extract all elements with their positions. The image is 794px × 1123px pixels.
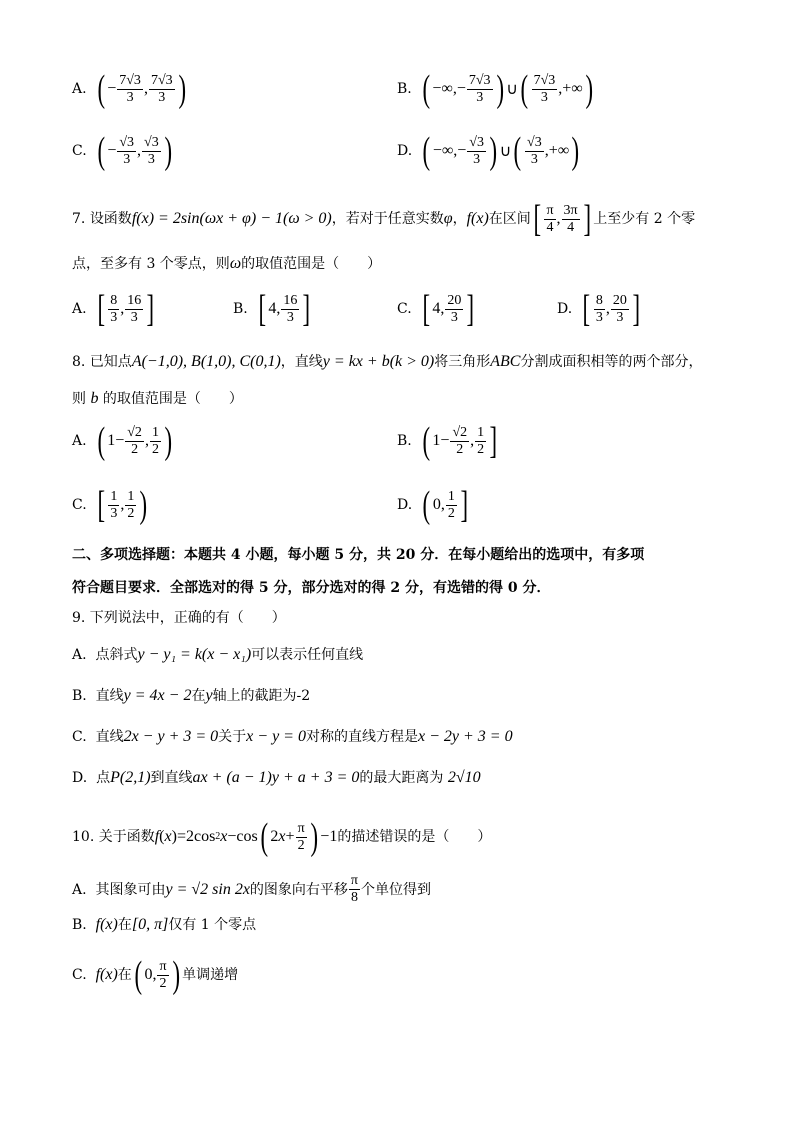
- q8-option-a: A. ( 1− $\frac{√2}{2}$ , $\frac{1}{2}$ ): [72, 420, 173, 462]
- q6-option-d-expr: ( −∞,− $\frac{√3}{3}$ ) ∪ ( $\frac{√3}{3}$ ,+∞ ): [422, 130, 580, 172]
- q9-option-c: C. 直线2x − y + 3 = 0关于x − y = 0对称的直线方程是x − 2y + 3 = 0: [72, 728, 513, 745]
- q6-option-a: A. ( − $\frac{7√3}{3}$ , $\frac{7√3}{3}$ ): [72, 70, 188, 108]
- q6-option-d: D. ( −∞,− $\frac{√3}{3}$ ) ∪ ( $\frac{√3}{3}$ ,+∞ ): [397, 132, 582, 170]
- q8-option-d: D. ( 0, $\frac{1}{2}$ ]: [397, 484, 468, 526]
- q8-option-b: B. ( 1− $\frac{√2}{2}$ , $\frac{1}{2}$ ]: [397, 420, 498, 462]
- q10-stem: 10. 关于函数 f ( x )=2cos 2 x −cos ( 2 x + $\frac{\pi}{2}$ ) −1 的描述错误的是（ ）: [72, 816, 492, 858]
- q6-option-c-expr: ( − $\frac{√3}{3}$ , $\frac{√3}{3}$ ): [97, 130, 172, 172]
- q7-option-c: C. [ 4, $\frac{20}{3}$ ]: [397, 288, 475, 330]
- q6-option-a-expr: ( − $\frac{7√3}{3}$ , $\frac{7√3}{3}$ ): [97, 68, 186, 110]
- q8-option-c: C. [ $\frac{1}{3}$ , $\frac{1}{2}$ ): [72, 484, 148, 526]
- q8-stem-line1: 8. 已知点A(−1,0), B(1,0), C(0,1)，直线y = kx + b(k > 0)将三角形ABC分割成面积相等的两个部分，: [72, 353, 703, 370]
- q7-stem-line1: 7. 设函数 f(x) = 2sin(ωx + φ) − 1(ω > 0) ，若对于任意实数 φ ， f(x) 在区间 [ $\frac{\pi}{4}$ , $\frac{3\pi}{4}$ ] 上至少有 2 个零: [72, 198, 696, 240]
- q7-option-a: A. [ $\frac{8}{3}$ , $\frac{16}{3}$ ]: [72, 288, 155, 330]
- q7-interval: [ $\frac{\pi}{4}$ , $\frac{3\pi}{4}$ ]: [533, 198, 591, 240]
- q9-option-a: A. 点斜式y − y₁ = k(x − x₁)可以表示任何直线: [72, 646, 364, 663]
- q6-option-b-expr: ( −∞,− $\frac{7√3}{3}$ ) ∪ ( $\frac{7√3}{3}$ ,+∞ ): [422, 68, 593, 110]
- q7-stem-line2: 点，至多有 3 个零点，则ω的取值范围是（ ）: [72, 255, 382, 272]
- q9-option-d: D. 点P(2,1)到直线ax + (a − 1)y + a + 3 = 0的最大距离为 2√10: [72, 769, 481, 786]
- section2-instructions: 符合题目要求．全部选对的得 5 分，部分选对的得 2 分，有选错的得 0 分．: [72, 580, 551, 596]
- q7-option-d: D. [ $\frac{8}{3}$ , $\frac{20}{3}$ ]: [557, 288, 640, 330]
- q7-option-b: B. [ 4, $\frac{16}{3}$ ]: [233, 288, 311, 330]
- q10-function: f ( x )=2cos 2 x −cos ( 2 x + $\frac{\pi}{2}$ ) −1: [154, 816, 338, 858]
- q9-stem: 9. 下列说法中，正确的有（ ）: [72, 610, 286, 626]
- section2-heading: 二、多项选择题：本题共 4 小题，每小题 5 分，共 20 分．在每小题给出的选项中，有多项: [72, 547, 645, 563]
- q6-option-b: B. ( −∞,− $\frac{7√3}{3}$ ) ∪ ( $\frac{7√3}{3}$ ,+∞ ): [397, 70, 595, 108]
- q10-option-a: A. 其图象可由 y = √2 sin 2x 的图象向右平移 $\frac{\pi}{8}$ 个单位得到: [72, 873, 431, 905]
- q9-option-b: B. 直线y = 4x − 2在y轴上的截距为-2: [72, 687, 311, 704]
- q6-option-c: C. ( − $\frac{√3}{3}$ , $\frac{√3}{3}$ ): [72, 132, 174, 170]
- q10-option-b: B. f(x)在[0, π]仅有 1 个零点: [72, 916, 257, 933]
- q8-stem-line2: 则 b 的取值范围是（ ）: [72, 390, 243, 407]
- q10-option-c: C. f(x) 在 ( 0, $\frac{\pi}{2}$ ) 单调递增: [72, 954, 239, 996]
